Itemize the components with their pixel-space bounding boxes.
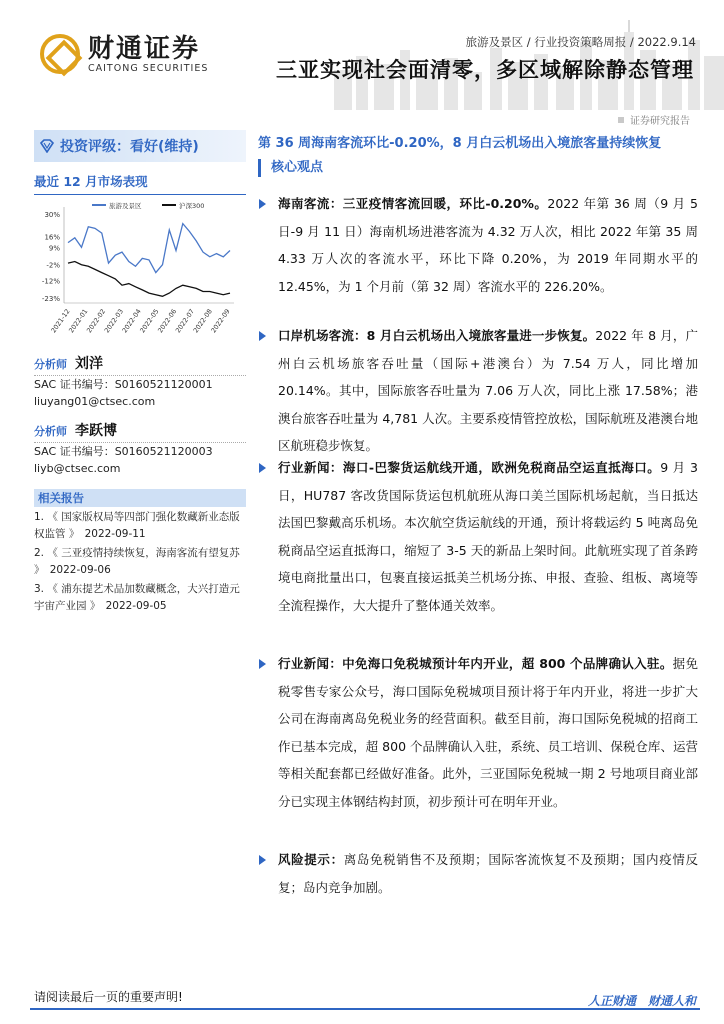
x-tick-label: 2022-07 (173, 307, 197, 335)
legend-label: 沪深300 (179, 202, 205, 210)
report-type-label: 证券研究报告 (630, 116, 690, 127)
report-title: 三亚实现社会面清零，多区域解除静态管理 (276, 58, 694, 82)
analyst-2 (34, 420, 246, 477)
disclaimer-note: 请阅读最后一页的重要声明! (34, 990, 183, 1004)
y-tick-label: -2% (46, 261, 60, 270)
y-tick-label: 30% (44, 211, 60, 220)
sidebar (34, 130, 246, 615)
company-logo (40, 34, 208, 74)
related-report-link[interactable]: 3. 《 浦东提艺术品加数藏概念，大兴打造元宇宙产业园 》 2022-09-05 (34, 583, 240, 612)
main-subtitle: 第 36 周海南客流环比-0.20%，8 月白云机场出入境旅客量持续恢复 (258, 136, 662, 151)
x-tick-label: 2022-01 (67, 307, 90, 335)
triangle-bullet-icon (259, 331, 266, 341)
paragraph-lead: 风险提示： (278, 852, 344, 867)
paragraph-body: 2022 年第 36 周（9 月 5 日-9 月 11 日）海南机场进港客流为 4.32 万人次，相比 2022 年第 35 周 4.33 万人次的客流水平，环比下降 0.20%，为 2019 年同期水平的 12.45%，为 1 个月前（第 32 周）客流水平的 226.20%。 (278, 196, 698, 294)
analyst-role: 分析师 (34, 425, 67, 438)
paragraph-lead: 口岸机场客流：8 月白云机场出入境旅客量进一步恢复。 (278, 328, 596, 343)
paragraph-body: 9 月 3 日，HU787 客改货国际货运包机航班从海口美兰国际机场起航，当日抵达法国巴黎戴高乐机场。本次航空货运航线的开通，预计将载运约 5 吨离岛免税商品空运直抵海口，缩短了 3-5 天的新品上架时间。此航班实现了首条跨境电商批量出口，包裹直接运抵美兰机场分拣、申报、查验、组板、离境等全流程操作，大大提升了整体通关效率。 (278, 460, 698, 613)
paragraph-lead: 海南客流：三亚疫情客流回暖，环比-0.20%。 (278, 196, 548, 211)
logo-cn: 财通证券 (88, 33, 201, 64)
logo-mark-icon (40, 34, 80, 74)
square-icon (618, 117, 624, 123)
paragraph-body: 2022 年 8 月，广州白云机场旅客吞吐量（国际+港澳台）为 7.54 万人，同比增加 20.14%。其中，国际旅客吞吐量为 7.06 万人次，同比上涨 17.58%；港澳台旅客吞吐量为 4,781 人次。主要系疫情管控放松，国际航班及港澳台地区航班稳步恢复。 (278, 328, 698, 453)
logo-en: CAITONG SECURITIES (88, 62, 209, 74)
series-line (68, 224, 230, 273)
company-slogan: 人正财通 财通人和 (587, 994, 696, 1008)
analyst-cert: SAC 证书编号：S0160521120003 (34, 445, 213, 458)
related-reports-title: 相关报告 (34, 489, 246, 507)
report-type (618, 112, 690, 127)
analyst-cert: SAC 证书编号：S0160521120001 (34, 378, 213, 391)
analyst-1 (34, 353, 246, 410)
x-tick-label: 2022-06 (156, 307, 179, 335)
paragraph-airport-traffic (258, 322, 698, 460)
x-tick-label: 2022-09 (209, 307, 232, 335)
diamond-icon (40, 139, 54, 153)
market-chart-svg (34, 197, 246, 347)
rating-label: 投资评级：看好(维持) (60, 139, 199, 155)
legend-label: 旅游及景区 (109, 202, 142, 210)
analyst-email[interactable]: liuyang01@ctsec.com (34, 395, 156, 408)
core-views-heading: 核心观点 (258, 159, 698, 177)
related-report-link[interactable]: 1. 《 国家版权局等四部门强化数藏新业态版权监管 》 2022-09-11 (34, 511, 240, 540)
series-line (68, 262, 230, 297)
analyst-role: 分析师 (34, 358, 67, 371)
y-tick-label: -23% (41, 294, 60, 303)
main-content (258, 132, 698, 177)
related-report-link[interactable]: 2. 《 三亚疫情持续恢复，海南客流有望复苏 》 2022-09-06 (34, 547, 240, 576)
report-meta: 旅游及景区 / 行业投资策略周报 / 2022.9.14 (465, 35, 696, 49)
market-chart-title: 最近 12 月市场表现 (34, 172, 246, 195)
triangle-bullet-icon (259, 659, 266, 669)
paragraph-cargo-route (258, 454, 698, 619)
paragraph-duty-free-city (258, 650, 698, 815)
x-tick-label: 2022-08 (191, 307, 214, 335)
analyst-email[interactable]: liyb@ctsec.com (34, 462, 121, 475)
paragraph-body: 据免税零售专家公众号，海口国际免税城项目预计将于年内开业，将进一步扩大公司在海南离岛免税业务的经营面积。截至目前，海口国际免税城的招商工作已基本完成，超 800 个品牌确认入驻，系统、员工培训、保税仓库、运营等相关配套都已经做好准备。此外，三亚国际免税城一期 2 号地项目商业部分已实现主体钢结构封顶，初步预计可在明年开业。 (278, 656, 698, 809)
y-tick-label: 9% (48, 244, 60, 253)
paragraph-body: 离岛免税销售不及预期；国际客流恢复不及预期；国内疫情反复；岛内竞争加剧。 (278, 852, 698, 895)
x-tick-label: 2022-03 (102, 307, 125, 335)
footer-divider (30, 1008, 700, 1010)
paragraph-lead: 行业新闻：中免海口免税城预计年内开业，超 800 个品牌确认入驻。 (278, 656, 673, 671)
triangle-bullet-icon (259, 463, 266, 473)
triangle-bullet-icon (259, 855, 266, 865)
x-tick-label: 2022-04 (120, 307, 143, 335)
analyst-name: 刘洋 (75, 356, 103, 372)
rating-box (34, 130, 246, 162)
x-tick-label: 2022-05 (138, 307, 161, 335)
y-tick-label: -12% (41, 277, 60, 286)
y-tick-label: 16% (44, 233, 60, 242)
paragraph-lead: 行业新闻：海口-巴黎货运航线开通，欧洲免税商品空运直抵海口。 (278, 460, 661, 475)
market-chart (34, 197, 246, 347)
analyst-name: 李跃博 (75, 423, 117, 439)
x-tick-label: 2021-12 (49, 307, 72, 335)
triangle-bullet-icon (259, 199, 266, 209)
x-tick-label: 2022-02 (85, 307, 108, 335)
paragraph-hainan-traffic (258, 190, 698, 300)
paragraph-risk (258, 846, 698, 901)
